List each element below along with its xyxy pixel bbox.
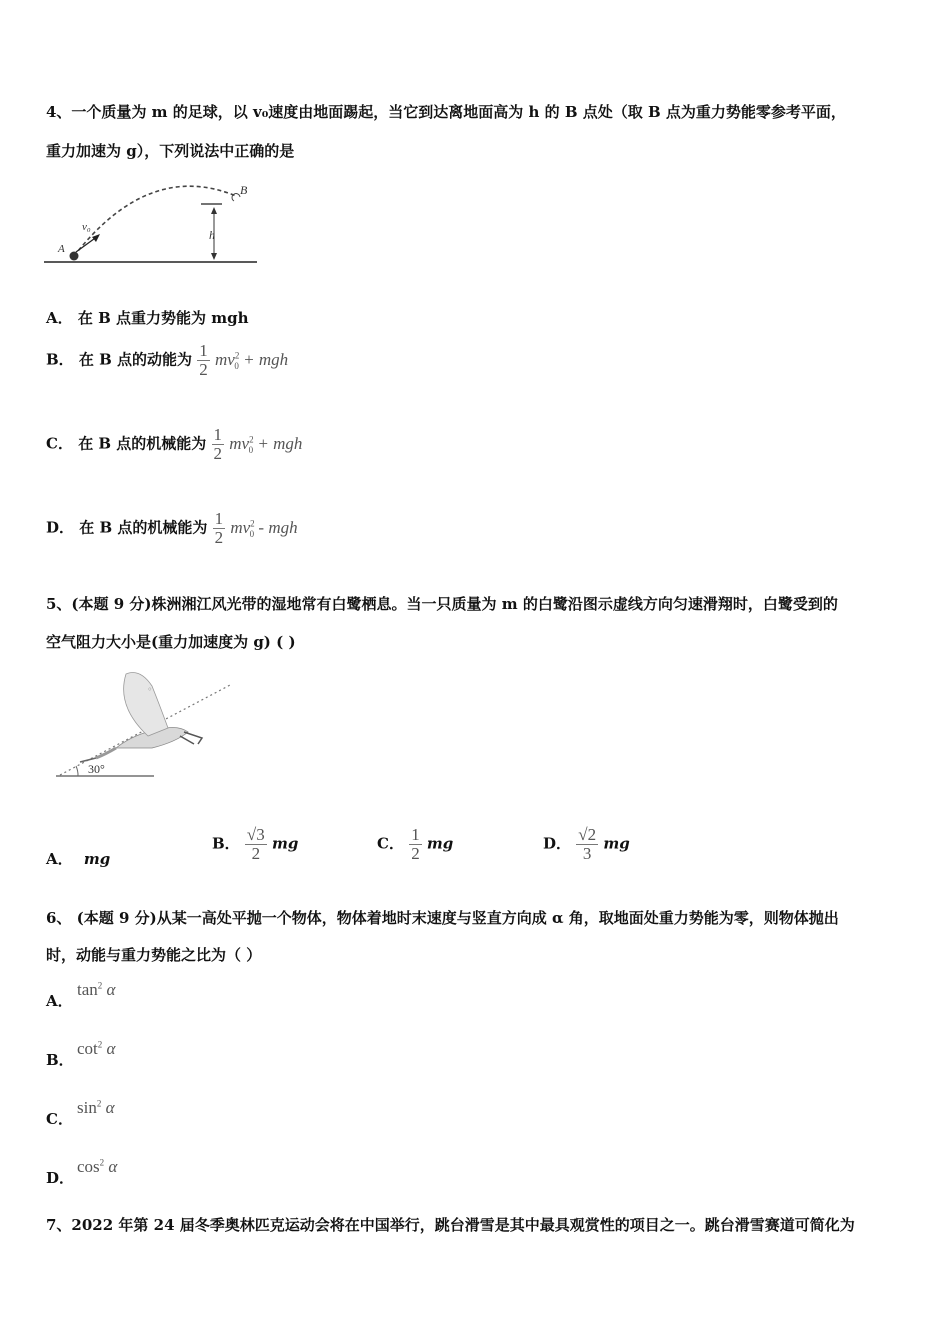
fraction: $\frac{1}{2}$ bbox=[213, 425, 223, 463]
q6-option-a-expr: $\tan^2 \alpha$ bbox=[77, 980, 116, 999]
q5-option-d[interactable] bbox=[543, 826, 630, 863]
q4-projectile-figure bbox=[44, 180, 264, 268]
angle-label: 30° bbox=[88, 762, 105, 776]
fraction: $\frac{1}{2}$ bbox=[214, 509, 224, 547]
option-text: 在 B 点重力势能为 mgh bbox=[77, 309, 249, 327]
q6-option-a-letter[interactable]: A． bbox=[46, 992, 73, 1010]
option-unit: mg bbox=[426, 834, 454, 853]
fraction: $\frac{1}{2}$ bbox=[199, 341, 208, 379]
q5-egret-figure bbox=[56, 666, 238, 782]
q4-option-a[interactable] bbox=[46, 307, 249, 328]
option-text: 在 B 点的机械能为 bbox=[78, 434, 207, 453]
q4-option-d[interactable] bbox=[46, 510, 298, 547]
figure-label-A: A bbox=[58, 243, 65, 255]
q5-option-c[interactable] bbox=[377, 826, 453, 863]
math-expression: $mv^2_0$ - mgh bbox=[230, 517, 298, 539]
q4-stem-line2: 重力加速为 g），下列说法中正确的是 bbox=[46, 142, 295, 160]
q4-stem-line1: 4、一个质量为 m 的足球，以 v₀速度由地面踢起，当它到达离地面高为 h 的 B 点处（取 B 点为重力势能零参考平面， bbox=[46, 103, 846, 121]
math-expression: $mv^2_0$ + mgh bbox=[215, 349, 289, 371]
q6-option-d-expr: $\cos^2 \alpha$ bbox=[77, 1157, 118, 1176]
fraction: $\frac{√3}{2}$ bbox=[246, 825, 265, 863]
math-expression: $mv^2_0$ + mgh bbox=[229, 433, 303, 455]
q6-option-b-letter[interactable]: B． bbox=[46, 1051, 74, 1069]
option-text: 在 B 点的动能为 bbox=[78, 350, 193, 369]
option-unit: mg bbox=[83, 850, 111, 868]
option-letter: C． bbox=[377, 834, 404, 853]
fraction: $\frac{1}{2}$ bbox=[411, 825, 420, 863]
option-letter: B． bbox=[212, 834, 240, 853]
figure-label-B: B bbox=[240, 183, 248, 197]
option-text: 在 B 点的机械能为 bbox=[79, 518, 208, 537]
q7-stem-line1: 7、2022 年第 24 届冬季奥林匹克运动会将在中国举行，跳台滑雪是其中最具观赏性的项目之一。跳台滑雪赛道可简化为 bbox=[46, 1216, 855, 1234]
option-unit: mg bbox=[272, 834, 299, 853]
q6-option-d-letter[interactable]: D． bbox=[46, 1169, 75, 1187]
option-letter: C． bbox=[46, 434, 73, 453]
fraction: $\frac{√2}{3}$ bbox=[578, 825, 597, 863]
option-letter: A． bbox=[46, 850, 73, 868]
q5-option-b[interactable] bbox=[212, 826, 298, 863]
q6-stem-line1: 6、 (本题 9 分)从某一高处平抛一个物体，物体着地时末速度与竖直方向成 α 角，取地面处重力势能为零，则物体抛出 bbox=[46, 909, 839, 927]
q5-stem-line1: 5、(本题 9 分)株洲湘江风光带的湿地常有白鹭栖息。当一只质量为 m 的白鹭沿图示虚线方向匀速滑翔时，白鹭受到的 bbox=[46, 595, 838, 613]
q4-option-c[interactable] bbox=[46, 426, 302, 463]
svg-text:°: ° bbox=[148, 686, 152, 696]
q6-option-c-expr: $\sin^2 \alpha$ bbox=[77, 1098, 115, 1117]
option-letter: A． bbox=[46, 309, 73, 327]
q6-option-b-expr: $\cot^2 \alpha$ bbox=[77, 1039, 116, 1058]
figure-label-v0: v₀ bbox=[82, 221, 91, 233]
q6-option-c-letter[interactable]: C． bbox=[46, 1110, 73, 1128]
q6-stem-line2: 时，动能与重力势能之比为（ ） bbox=[46, 946, 262, 964]
q4-option-b[interactable] bbox=[46, 342, 288, 379]
figure-label-h: h bbox=[209, 228, 215, 242]
option-letter: D． bbox=[543, 834, 572, 853]
option-letter: B． bbox=[46, 350, 74, 369]
q5-option-a[interactable] bbox=[46, 848, 110, 869]
option-letter: D． bbox=[46, 518, 75, 537]
q5-stem-line2: 空气阻力大小是(重力加速度为 g) ( ) bbox=[46, 633, 296, 651]
option-unit: mg bbox=[603, 834, 630, 853]
